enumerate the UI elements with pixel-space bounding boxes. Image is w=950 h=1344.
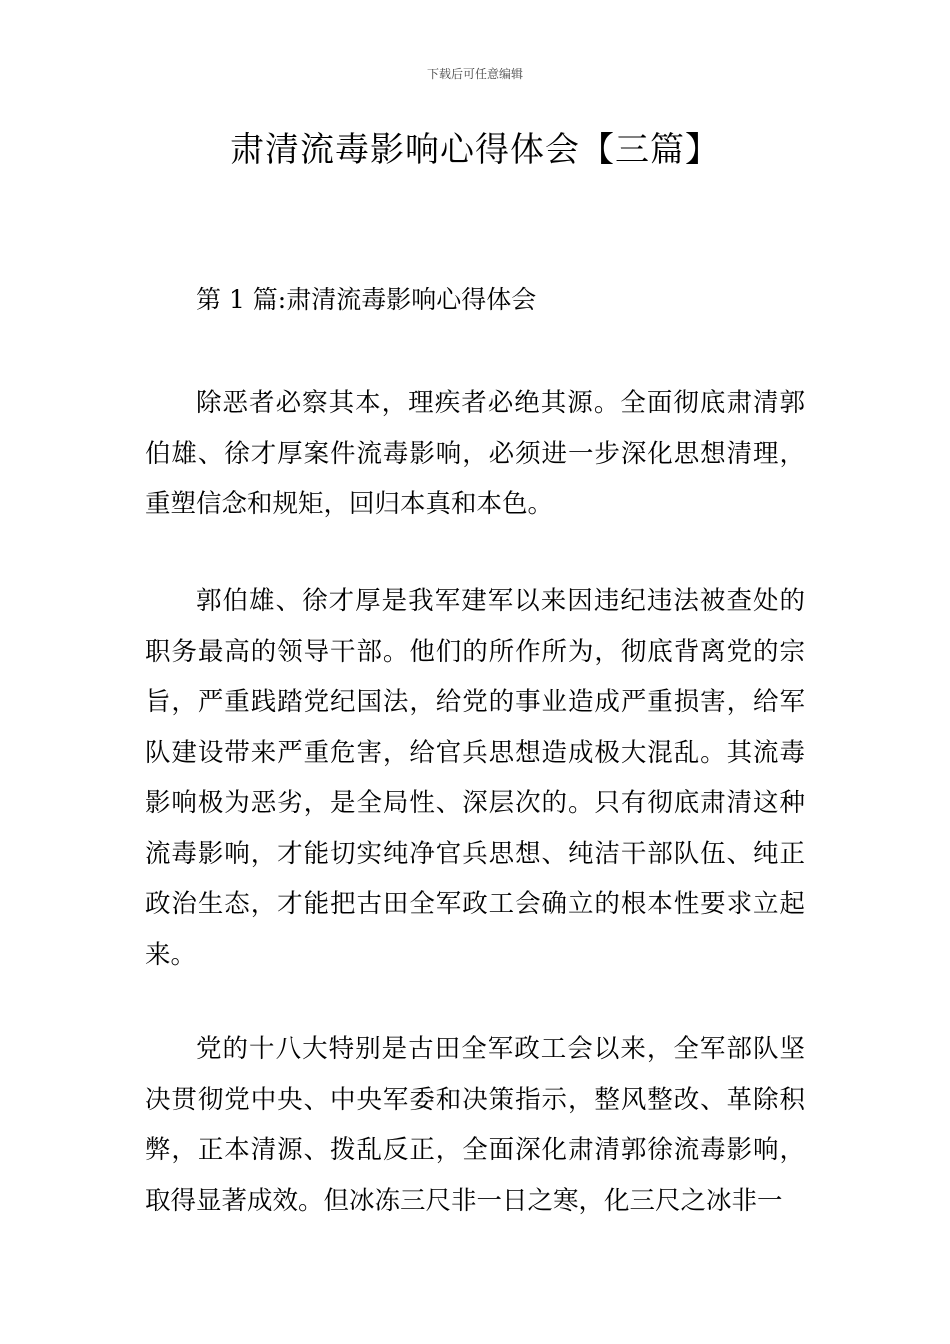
document-title: 肃清流毒影响心得体会【三篇】	[230, 130, 720, 170]
body-paragraph: 党的十八大特别是古田全军政工会以来，全军部队坚决贯彻党中央、中央军委和决策指示，整风整改、革除积弊，正本清源、拨乱反正，全面深化肃清郭徐流毒影响，取得显著成效。但冰冻三尺非一日之寒，化三尺之冰非一	[145, 1034, 805, 1216]
body-paragraph: 郭伯雄、徐才厚是我军建军以来因违纪违法被查处的职务最高的领导干部。他们的所作所为，彻底背离党的宗旨，严重践踏党纪国法，给党的事业造成严重损害，给军队建设带来严重危害，给官兵思想造成极大混乱。其流毒影响极为恶劣，是全局性、深层次的。只有彻底肃清这种流毒影响，才能切实纯净官兵思想、纯洁干部队伍、纯正政治生态，才能把古田全军政工会确立的根本性要求立起来。	[145, 586, 805, 970]
section-heading: 第 1 篇:肃清流毒影响心得体会	[196, 285, 537, 314]
header-note: 下载后可任意编辑	[426, 67, 523, 81]
body-paragraph: 除恶者必察其本，理疾者必绝其源。全面彻底肃清郭伯雄、徐才厚案件流毒影响，必须进一步深化思想清理，重塑信念和规矩，回归本真和本色。	[145, 388, 805, 519]
